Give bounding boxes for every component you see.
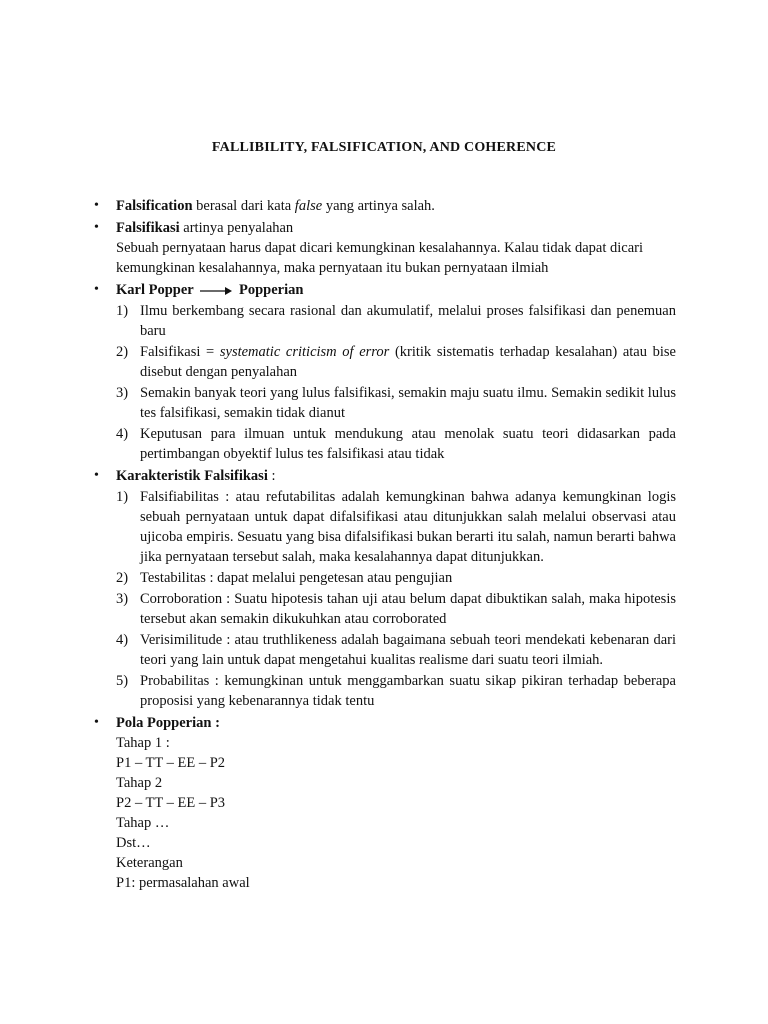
- list-number: 4): [116, 632, 129, 648]
- list-text: Falsifikasi =: [140, 344, 220, 360]
- list-item: [116, 424, 676, 464]
- list-item: [116, 568, 676, 588]
- bullet-dot: •: [94, 198, 99, 213]
- text: yang artinya salah.: [322, 198, 435, 214]
- list-text: Keputusan para ilmuan untuk mendukung atau menolak suatu teori didasarkan pada pertimbangan obyektif lulus tes falsifikasi atau tidak: [140, 426, 676, 462]
- list-number: 1): [116, 303, 129, 319]
- bullet-falsification: [94, 196, 676, 216]
- list-item: [116, 671, 676, 711]
- term-false: false: [294, 198, 323, 214]
- text: berasal dari kata: [192, 198, 295, 214]
- list-number: 4): [116, 426, 129, 442]
- karakteristik-list: [116, 487, 676, 711]
- list-text: Semakin banyak teori yang lulus falsifikasi, semakin maju suatu ilmu. Semakin sedikit lulus tes falsifikasi, semakin tidak dianut: [140, 385, 676, 421]
- list-text: Testabilitas : dapat melalui pengetesan atau pengujian: [140, 570, 453, 586]
- term-systematic-criticism: systematic criticism of error: [219, 344, 390, 360]
- term-pola-popperian: Pola Popperian :: [116, 715, 220, 731]
- term-karl-popper: Karl Popper: [116, 282, 194, 298]
- text: :: [267, 468, 276, 484]
- document-body: [94, 196, 676, 895]
- bullet-karl-popper: [94, 280, 676, 464]
- list-item: [116, 487, 676, 567]
- bullet-falsifikasi: [94, 218, 676, 278]
- arrow-right-icon: [199, 286, 233, 296]
- list-item: [116, 383, 676, 423]
- bullet-pola-popperian: [94, 713, 676, 893]
- list-text: (kritik sistematis terhadap kesalahan) atau bise disebut dengan penyalahan: [140, 344, 676, 380]
- list-number: 3): [116, 385, 129, 401]
- term-falsifikasi: Falsifikasi: [116, 220, 180, 236]
- definition-text: Sebuah pernyataan harus dapat dicari kemungkinan kesalahannya. Kalau tidak dapat dicari kemungkinan kesalahannya, maka pernyataan itu bukan pernyataan ilmiah: [116, 240, 644, 276]
- page-title: FALLIBILITY, FALSIFICATION, AND COHERENCE: [211, 140, 557, 155]
- pola-line: P2 – TT – EE – P3: [116, 795, 226, 811]
- bullet-dot: •: [94, 282, 99, 297]
- pola-line: P1 – TT – EE – P2: [116, 755, 226, 771]
- bullet-dot: •: [94, 220, 99, 235]
- pola-line: Tahap 1 :: [116, 735, 170, 751]
- list-text: Ilmu berkembang secara rasional dan akumulatif, melalui proses falsifikasi dan penemuan baru: [140, 303, 676, 339]
- list-item: [116, 630, 676, 670]
- term-falsification: Falsification: [116, 198, 193, 214]
- list-item: [116, 301, 676, 341]
- list-item: [116, 342, 676, 382]
- list-text: Corroboration : Suatu hipotesis tahan uji atau belum dapat dibuktikan salah, maka hipotesis tersebut akan semakin dikukuhkan atau corroborated: [140, 591, 676, 627]
- bullet-dot: •: [94, 468, 99, 483]
- list-text: Falsifiabilitas : atau refutabilitas adalah kemungkinan bahwa adanya kemungkinan logis sebuah pernyataan untuk dapat difalsifikasi atau ditunjukkan salah melalui observasi atau ujicoba empiris. Sesuatu yang bisa difalsifikasi bukan berarti itu salah, namun berarti bahwa jika pernyataan tersebut salah, maka kesalahannya dapat ditunjukkan.: [140, 489, 676, 565]
- list-text: Verisimilitude : atau truthlikeness adalah bagaimana sebuah teori mendekati kebenaran dari teori yang lain untuk dapat mengetahui kualitas realisme dari suatu teori ilmiah.: [140, 632, 676, 668]
- term-karakteristik-falsifikasi: Karakteristik Falsifikasi: [116, 468, 268, 484]
- pola-line: Dst…: [116, 835, 151, 851]
- list-item: [116, 589, 676, 629]
- bullet-karakteristik: [94, 466, 676, 711]
- pola-line: P1: permasalahan awal: [116, 875, 250, 891]
- popper-list: [116, 301, 676, 464]
- text: artinya penyalahan: [179, 220, 294, 236]
- pola-line: Tahap …: [116, 815, 170, 831]
- list-number: 2): [116, 344, 129, 360]
- pola-line: Keterangan: [116, 855, 183, 871]
- list-number: 5): [116, 673, 129, 689]
- pola-line: Tahap 2: [116, 775, 163, 791]
- term-popperian: Popperian: [238, 282, 304, 298]
- list-number: 2): [116, 570, 129, 586]
- bullet-dot: •: [94, 715, 99, 730]
- list-number: 3): [116, 591, 129, 607]
- list-text: Probabilitas : kemungkinan untuk menggambarkan suatu sikap pikiran terhadap beberapa proposisi yang kebenarannya tidak tentu: [140, 673, 676, 709]
- list-number: 1): [116, 489, 129, 505]
